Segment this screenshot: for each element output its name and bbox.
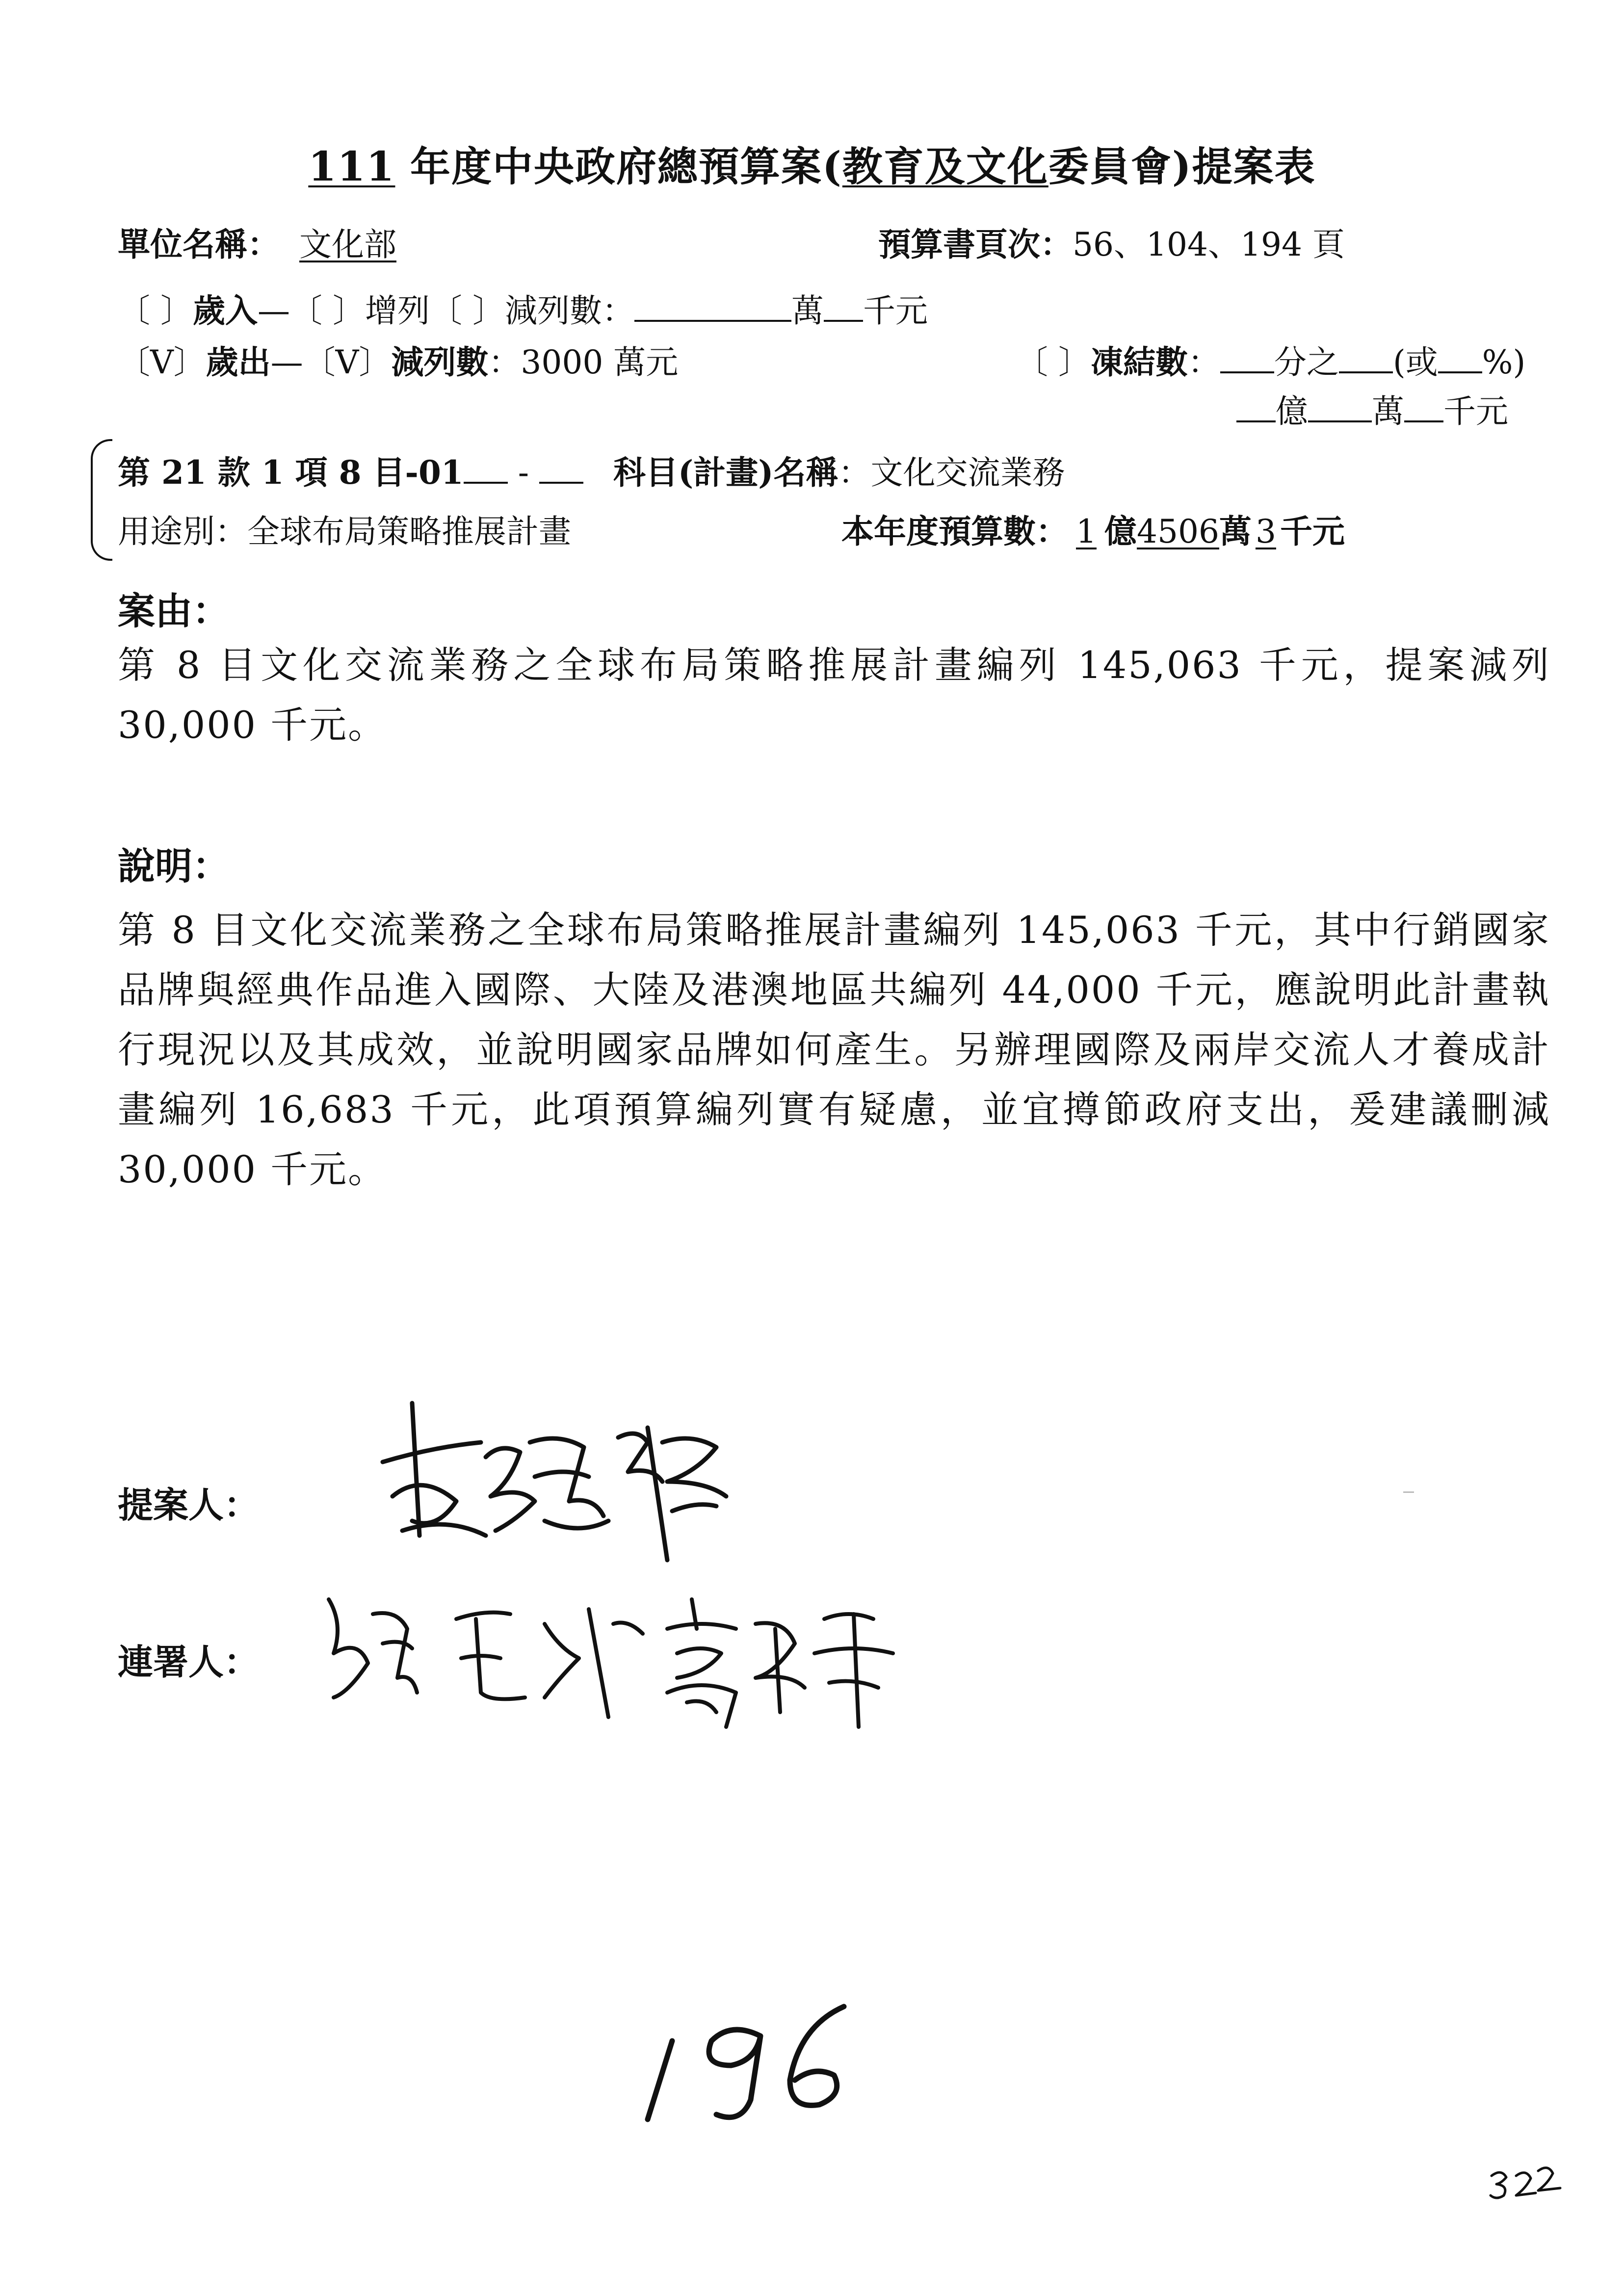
budget-qian: 3 <box>1255 513 1276 550</box>
freeze-yi-blank <box>1236 390 1276 422</box>
expenditure-value: ：3000 萬元 <box>488 343 679 381</box>
subject-row <box>613 446 1065 493</box>
cosigners-label: 連署人： <box>118 1641 260 1683</box>
freeze-wan: 萬 <box>1372 392 1404 430</box>
freeze-huo: (或 <box>1392 343 1438 381</box>
freeze-blank-2 <box>1339 341 1393 373</box>
explanation-text: 第 8 目文化交流業務之全球布局策略推展計畫編列 145,063 千元，其中行銷國家品牌與經典作品進入國際、大陸及港澳地區共編列 44,000 千元，應說明此計畫執行現況以及其成效，並說明國家品牌如何產生。另辦理國際及兩岸交流人才養成計畫編列 16,683 千元，此項預算編列實有疑慮，並宜撙節政府支出，爰建議刪減 30,000 千元。 <box>118 908 1550 1191</box>
cosigner-signatures <box>314 1580 942 1737</box>
revenue-qian: 千元 <box>863 292 928 330</box>
account-code: 第 21 款 1 項 8 目-01 <box>118 453 464 492</box>
unit-label: 單位名稱： <box>118 225 280 263</box>
expenditure-row <box>118 336 678 383</box>
budget-yi: 1 <box>1076 513 1097 550</box>
budget-qian-char: 千元 <box>1280 512 1345 550</box>
account-blank-1 <box>464 451 508 484</box>
title-year: 111 <box>308 143 395 190</box>
revenue-wan: 萬 <box>791 292 824 330</box>
page-ref-label: 預算書頁次： <box>878 225 1073 263</box>
expenditure-reduce-label: 減列數 <box>391 343 489 381</box>
account-code-row <box>118 446 583 493</box>
freeze-qian: 千元 <box>1443 392 1508 430</box>
unit-row <box>118 218 491 265</box>
freeze-prefix: 〔 〕 <box>1016 343 1091 381</box>
freeze-blank-3 <box>1438 341 1482 373</box>
budget-wan: 4506 <box>1137 513 1219 550</box>
revenue-qian-blank <box>824 289 863 322</box>
freeze-qian-blank <box>1404 390 1443 422</box>
page-ref-row <box>878 218 1345 265</box>
handwritten-page-number <box>638 1987 873 2134</box>
corner-page-number <box>1487 2154 1570 2208</box>
scan-speck <box>1403 1491 1414 1493</box>
title-prefix: 年度中央政府總預算案( <box>395 143 842 190</box>
budget-yi-char: 億 <box>1104 512 1137 550</box>
revenue-label: 歲入 <box>192 291 258 330</box>
page-ref-value: 56、104、194 頁 <box>1073 226 1345 263</box>
case-heading: 案由： <box>118 589 230 633</box>
expenditure-prefix: 〔V〕 <box>118 343 206 381</box>
freeze-row-2 <box>1236 385 1508 432</box>
freeze-colon: ： <box>1187 343 1220 381</box>
account-bracket <box>91 439 112 561</box>
purpose-value: 全球布局策略推展計畫 <box>247 513 571 550</box>
freeze-pct: %) <box>1482 343 1526 381</box>
freeze-wan-blank <box>1308 390 1372 422</box>
freeze-row-1 <box>1016 336 1525 383</box>
revenue-mid: —〔 〕增列〔 〕減列數： <box>257 292 634 330</box>
title-committee: 教育及文化 <box>842 143 1048 190</box>
freeze-yi: 億 <box>1276 392 1308 430</box>
freeze-label: 凍結數 <box>1090 343 1188 381</box>
expenditure-mid: —〔V〕 <box>270 343 392 381</box>
unit-value: 文化部 <box>299 226 396 263</box>
expenditure-label: 歲出 <box>206 343 271 381</box>
purpose-label: 用途別： <box>118 513 247 550</box>
budget-wan-char: 萬 <box>1219 512 1252 550</box>
freeze-fen-zhi: 分之 <box>1274 343 1339 381</box>
case-text: 第 8 目文化交流業務之全球布局策略推展計畫編列 145,063 千元，提案減列 30,000 千元。 <box>118 643 1550 747</box>
revenue-wan-blank <box>634 289 791 322</box>
account-dash: - <box>507 454 540 492</box>
proposer-signature <box>373 1374 736 1580</box>
purpose-row <box>118 505 571 552</box>
revenue-prefix: 〔 〕 <box>118 292 193 330</box>
budget-label: 本年度預算數： <box>841 512 1068 550</box>
explanation-heading: 說明： <box>118 844 230 888</box>
freeze-blank-1 <box>1220 341 1274 373</box>
title-suffix: 委員會)提案表 <box>1048 143 1316 190</box>
subject-value: ：文化交流業務 <box>838 454 1065 492</box>
subject-label: 科目(計畫)名稱 <box>613 453 838 492</box>
revenue-row <box>118 285 928 331</box>
account-blank-2 <box>539 451 583 484</box>
proposer-label: 提案人： <box>118 1484 260 1526</box>
document-title <box>0 135 1624 192</box>
budget-row <box>841 505 1345 552</box>
